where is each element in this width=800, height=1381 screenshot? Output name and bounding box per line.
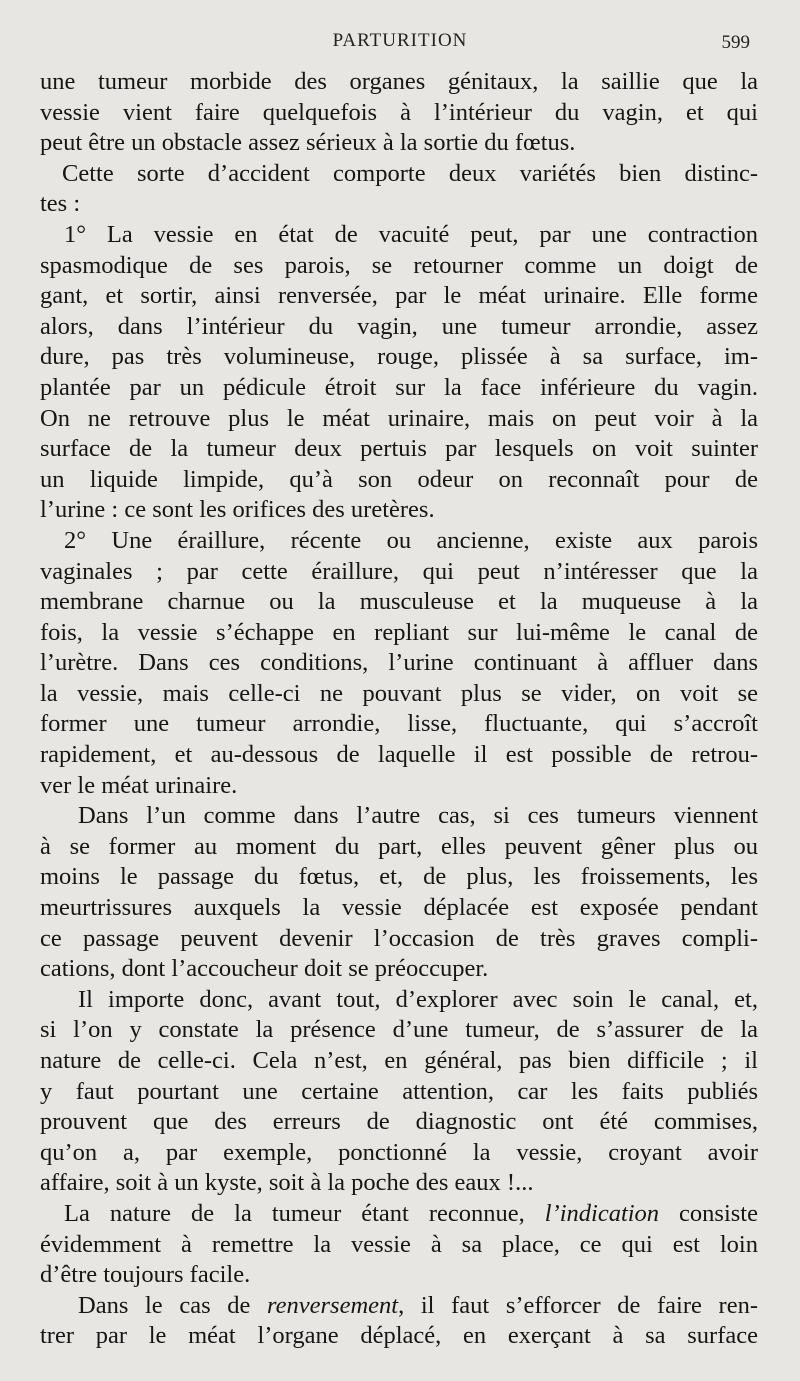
- text-line: [40, 373, 758, 404]
- text-run: cations, dont l’accoucheur doit se préoccuper.: [40, 955, 489, 983]
- text-run: si l’on y constate la présence d’une tumeur, de s’assurer de la: [40, 1016, 758, 1044]
- text-run: une tumeur morbide des organes génitaux, la saillie que la: [40, 68, 758, 95]
- text-line: [40, 679, 758, 710]
- text-run: l’urètre. Dans ces conditions, l’urine continuant à affluer dans: [40, 649, 758, 677]
- text-run: Cette sorte d’accident comporte deux variétés bien distinc-: [62, 159, 758, 187]
- text-run: vaginales ; par cette éraillure, qui peut n’intéresser que la: [40, 557, 758, 585]
- text-line: [40, 801, 758, 832]
- italic-run: renversement: [267, 1291, 399, 1319]
- text-line: [40, 98, 758, 129]
- text-run: 2° Une éraillure, récente ou ancienne, existe aux parois: [64, 526, 758, 554]
- text-run: prouvent que des erreurs de diagnostic ont été commises,: [40, 1108, 758, 1136]
- text-run: 1° La vessie en état de vacuité peut, par une contraction: [64, 220, 758, 248]
- text-run: la vessie, mais celle-ci ne pouvant plus se vider, on voit se: [40, 679, 758, 707]
- text-run: ce passage peuvent devenir l’occasion de très graves compli-: [40, 924, 758, 952]
- text-line: [40, 587, 758, 618]
- text-run: Dans l’un comme dans l’autre cas, si ces tumeurs viennent: [78, 802, 758, 830]
- text-run: , il faut s’efforcer de faire ren-: [398, 1291, 758, 1319]
- text-run: trer par le méat l’organe déplacé, en exerçant à sa surface: [40, 1322, 758, 1350]
- running-title: PARTURITION: [332, 30, 468, 51]
- text-line: [40, 985, 758, 1016]
- text-run: Dans le cas de: [78, 1291, 268, 1319]
- text-line: [40, 771, 758, 802]
- text-line: [40, 618, 758, 649]
- text-run: un liquide limpide, qu’à son odeur on reconnaît pour de: [40, 465, 758, 493]
- text-line: [40, 1199, 758, 1230]
- text-line: [40, 1046, 758, 1077]
- text-line: [40, 1230, 758, 1261]
- text-run: plantée par un pédicule étroit sur la face inférieure du vagin.: [40, 373, 758, 401]
- text-line: [40, 312, 758, 343]
- text-line: [40, 67, 758, 98]
- text-run: nature de celle-ci. Cela n’est, en général, pas bien difficile ; il: [40, 1047, 758, 1074]
- text-line: [40, 1291, 758, 1322]
- text-run: membrane charnue ou la musculeuse et la muqueuse à la: [40, 588, 758, 616]
- text-line: [40, 281, 758, 312]
- text-line: [40, 526, 758, 557]
- text-run: y faut pourtant une certaine attention, car les faits publiés: [40, 1077, 758, 1105]
- text-run: alors, dans l’intérieur du vagin, une tumeur arrondie, assez: [40, 312, 758, 340]
- text-run: tes :: [40, 190, 81, 218]
- text-run: gant, et sortir, ainsi renversée, par le méat urinaire. Elle forme: [40, 282, 758, 310]
- text-run: d’être toujours facile.: [40, 1261, 251, 1289]
- text-line: [40, 924, 758, 955]
- text-line: [40, 1168, 758, 1199]
- text-run: à se former au moment du part, elles peuvent gêner plus ou: [40, 832, 758, 860]
- text-run: fois, la vessie s’échappe en repliant sur lui-même le canal de: [40, 618, 758, 646]
- text-line: [40, 189, 758, 220]
- text-run: affaire, soit à un kyste, soit à la poche des eaux !...: [40, 1169, 534, 1197]
- text-line: [40, 465, 758, 496]
- text-run: surface de la tumeur deux pertuis par lesquels on voit suinter: [40, 435, 758, 463]
- text-line: [40, 342, 758, 373]
- body-text: [40, 67, 758, 1352]
- text-run: vessie vient faire quelquefois à l’intérieur du vagin, et qui: [40, 98, 758, 126]
- text-run: La nature de la tumeur étant reconnue,: [64, 1199, 545, 1227]
- text-line: [40, 740, 758, 771]
- text-run: dure, pas très volumineuse, rouge, plissée à sa surface, im-: [40, 343, 758, 371]
- text-run: Il importe donc, avant tout, d’explorer avec soin le canal, et,: [78, 985, 758, 1013]
- text-run: consiste: [659, 1199, 758, 1227]
- text-line: [40, 220, 758, 251]
- text-line: [40, 1260, 758, 1291]
- page-header: [0, 30, 800, 60]
- text-run: meurtrissures auxquels la vessie déplacée est exposée pendant: [40, 894, 758, 922]
- text-run: évidemment à remettre la vessie à sa place, ce qui est loin: [40, 1230, 758, 1258]
- text-line: [40, 1107, 758, 1138]
- text-line: [40, 862, 758, 893]
- text-line: [40, 557, 758, 588]
- text-run: l’urine : ce sont les orifices des uretères.: [40, 496, 435, 524]
- text-line: [40, 648, 758, 679]
- text-line: [40, 893, 758, 924]
- text-run: spasmodique de ses parois, se retourner comme un doigt de: [40, 251, 758, 279]
- page-number: 599: [721, 32, 750, 53]
- text-line: [40, 495, 758, 526]
- text-line: [40, 1138, 758, 1169]
- text-line: [40, 1015, 758, 1046]
- text-run: former une tumeur arrondie, lisse, fluctuante, qui s’accroît: [40, 710, 758, 738]
- text-line: [40, 1077, 758, 1108]
- text-run: On ne retrouve plus le méat urinaire, mais on peut voir à la: [40, 404, 758, 432]
- text-line: [40, 832, 758, 863]
- text-line: [40, 954, 758, 985]
- text-run: peut être un obstacle assez sérieux à la sortie du fœtus.: [40, 129, 576, 157]
- text-line: [40, 434, 758, 465]
- italic-run: l’indication: [544, 1199, 660, 1227]
- text-line: [40, 128, 758, 159]
- text-line: [40, 1321, 758, 1352]
- text-line: [40, 159, 758, 190]
- text-run: qu’on a, par exemple, ponctionné la vessie, croyant avoir: [40, 1138, 758, 1166]
- text-line: [40, 251, 758, 282]
- text-run: moins le passage du fœtus, et, de plus, les froissements, les: [40, 863, 758, 891]
- text-line: [40, 404, 758, 435]
- text-run: rapidement, et au-dessous de laquelle il est possible de retrou-: [40, 741, 758, 769]
- text-line: [40, 709, 758, 740]
- text-run: ver le méat urinaire.: [40, 771, 238, 799]
